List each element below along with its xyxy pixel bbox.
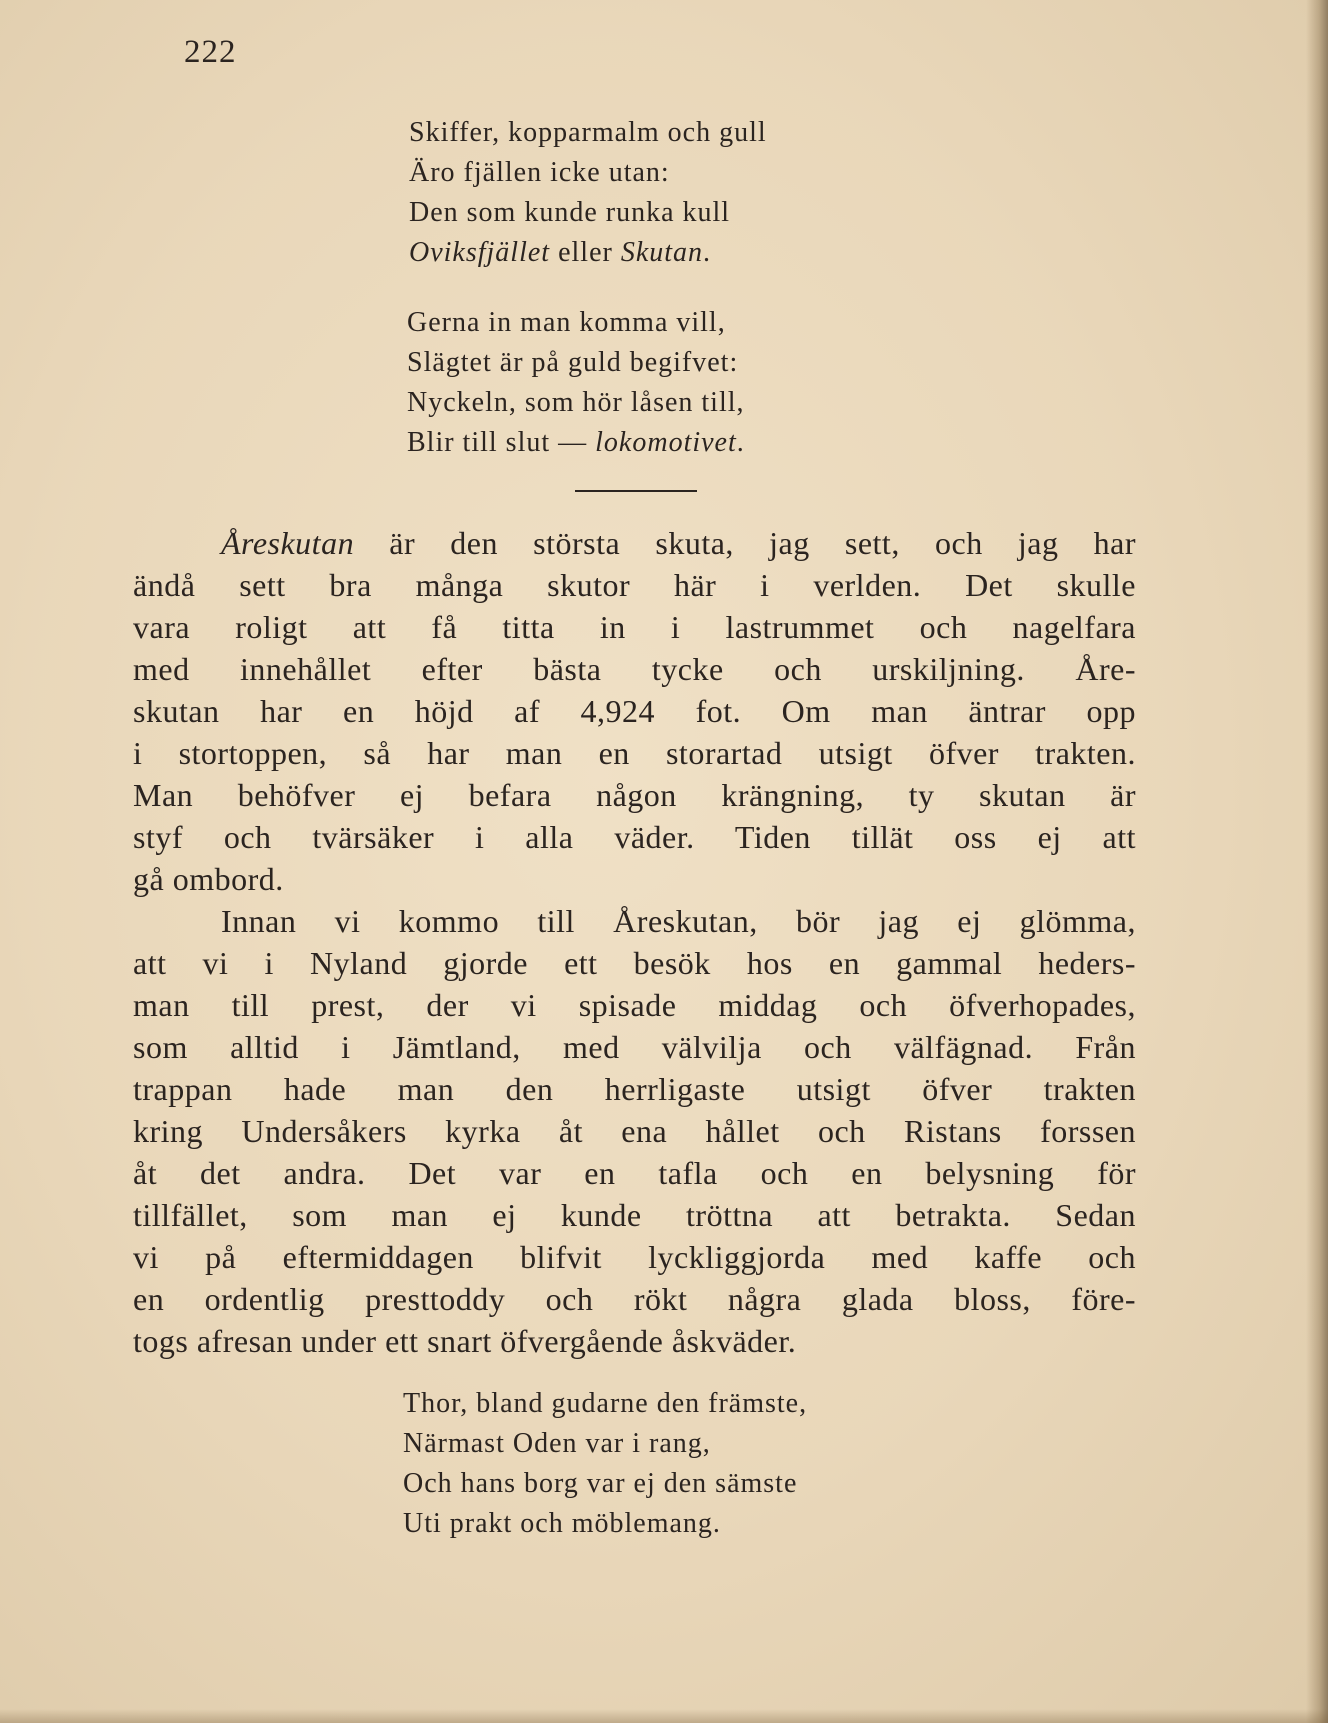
section-divider	[575, 490, 697, 492]
verse-line: Äro fjällen icke utan:	[409, 157, 670, 188]
paragraph-line: åt det andra. Det var en tafla och en belysning för	[133, 1155, 1136, 1191]
verse-text: Blir till slut —	[407, 427, 596, 458]
paragraph-line: att vi i Nyland gjorde ett besök hos en gammal heders-	[133, 945, 1136, 981]
verse-text: .	[703, 237, 712, 268]
verse-line: Gerna in man komma vill,	[407, 307, 726, 338]
paragraph-line: tillfället, som man ej kunde tröttna att betrakta. Sedan	[133, 1197, 1136, 1233]
paragraph-line: som alltid i Jämtland, med välvilja och välfägnad. Från	[133, 1029, 1136, 1065]
paragraph-line: en ordentlig presttoddy och rökt några glada bloss, före-	[133, 1281, 1136, 1317]
verse-text: .	[736, 427, 745, 458]
verse-line: Närmast Oden var i rang,	[403, 1428, 711, 1459]
paragraph-line: togs afresan under ett snart öfvergående åskväder.	[133, 1323, 797, 1359]
page-edge-shadow	[1306, 0, 1328, 1723]
verse-line: Nyckeln, som hör låsen till,	[407, 387, 745, 418]
paragraph-line: Man behöfver ej befara någon krängning, ty skutan är	[133, 777, 1136, 813]
page-bottom-shadow	[0, 1709, 1328, 1723]
paragraph-line: gå ombord.	[133, 861, 284, 897]
paragraph-line: ändå sett bra många skutor här i verlden. Det skulle	[133, 567, 1136, 603]
verse-line: Den som kunde runka kull	[409, 197, 731, 228]
paragraph-line: man till prest, der vi spisade middag och öfverhopades,	[133, 987, 1136, 1023]
paragraph-line: vi på eftermiddagen blifvit lyckliggjorda med kaffe och	[133, 1239, 1136, 1275]
verse-line: Uti prakt och möblemang.	[403, 1508, 721, 1539]
verse-line	[407, 423, 745, 463]
page-number: 222	[184, 34, 237, 70]
verse-line: Slägtet är på guld begifvet:	[407, 347, 739, 378]
verse-text: eller	[550, 237, 621, 268]
paragraph-line: med innehållet efter bästa tycke och urskiljning. Åre-	[133, 651, 1136, 687]
paragraph-text: är den största skuta, jag sett, och jag har	[354, 525, 1136, 561]
paragraph-areskutan	[133, 522, 1136, 900]
paragraph-line	[133, 522, 1136, 564]
paragraph-line: skutan har en höjd af 4,924 fot. Om man äntrar opp	[133, 693, 1136, 729]
verse-top-stanza-1	[409, 113, 767, 273]
paragraph-line: trappan hade man den herrligaste utsigt öfver trakten	[133, 1071, 1136, 1107]
italic-place-name: Skutan	[620, 237, 704, 268]
verse-line: Och hans borg var ej den sämste	[403, 1468, 798, 1499]
paragraph-line: Innan vi kommo till Åreskutan, bör jag ej glömma,	[221, 903, 1136, 939]
italic-lead-word: Åreskutan	[221, 525, 355, 561]
italic-word: lokomotivet	[595, 427, 737, 458]
verse-line: Thor, bland gudarne den främste,	[403, 1388, 808, 1419]
paragraph-line: i stortoppen, så har man en storartad utsigt öfver trakten.	[133, 735, 1136, 771]
verse-bottom-stanza	[403, 1384, 807, 1544]
paragraph-line: kring Undersåkers kyrka åt ena hållet och Ristans forssen	[133, 1113, 1136, 1149]
paragraph-nyland	[133, 900, 1136, 1362]
verse-top-stanza-2	[407, 303, 745, 463]
italic-place-name: Oviksfjället	[409, 237, 551, 268]
verse-line: Skiffer, kopparmalm och gull	[409, 117, 767, 148]
verse-line	[409, 233, 767, 273]
paragraph-line: vara roligt att få titta in i lastrummet och nagelfara	[133, 609, 1136, 645]
paragraph-line: styf och tvärsäker i alla väder. Tiden tillät oss ej att	[133, 819, 1136, 855]
